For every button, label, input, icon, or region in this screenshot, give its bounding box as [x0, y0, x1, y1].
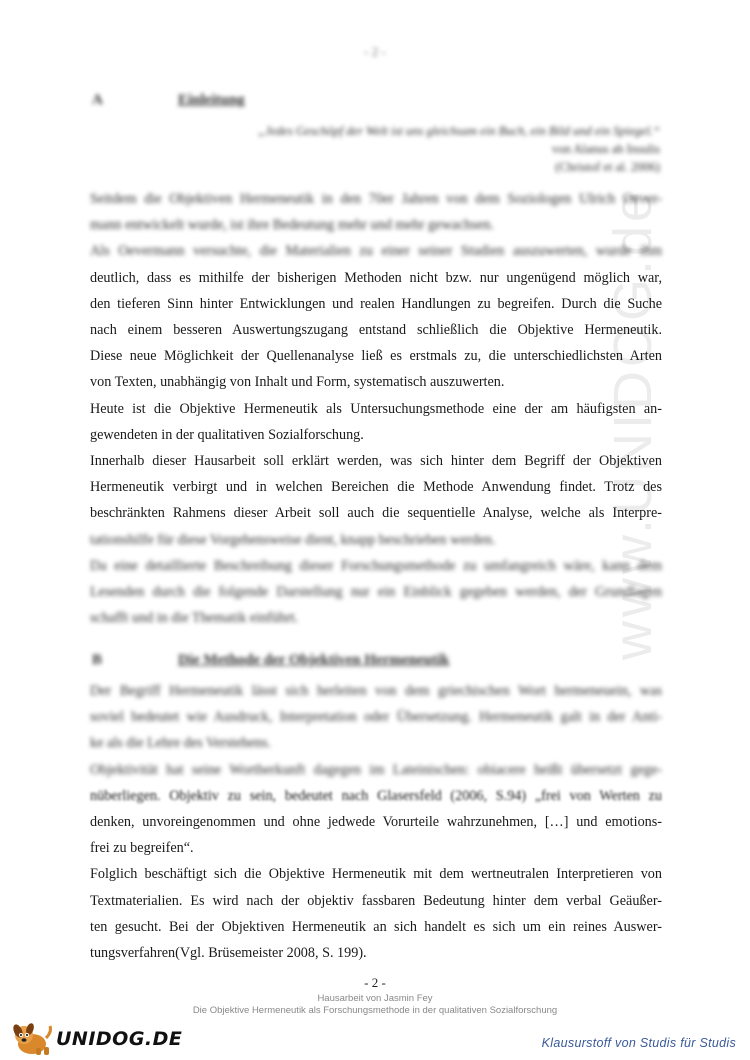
- text-line: tungsverfahren(Vgl. Brüsemeister 2008, S. 199).: [90, 945, 367, 962]
- paragraph: [90, 186, 662, 238]
- paragraph: [90, 678, 662, 757]
- paragraph: [90, 861, 662, 966]
- text-line: frei zu begreifen“.: [90, 840, 194, 857]
- text-line: gewendeten in der qualitativen Sozialforschung.: [90, 426, 364, 443]
- text-line: Innerhalb dieser Hausarbeit soll erklärt werden, was sich hinter dem Begriff der Objektiven: [90, 453, 662, 470]
- text-line: ke als die Lehre des Verstehens.: [90, 735, 271, 752]
- text-line: tationshilfe für diese Vorgehensweise dient, knapp beschrieben werden.: [90, 531, 496, 548]
- paragraph: [90, 448, 662, 553]
- section-b-title: Die Methode der Objektiven Hermeneutik: [178, 652, 450, 668]
- section-b-body: [90, 678, 662, 966]
- text-line: den tieferen Sinn hinter Entwicklungen und realen Handlungen zu begreifen. Durch die Suche: [90, 295, 662, 312]
- motto-citation: (Christof et al. 2006): [555, 160, 660, 174]
- logo-text: UNIDOG.DE: [56, 1028, 183, 1050]
- text-line: Da eine detaillierte Beschreibung dieser Forschungsmethode zu umfangreich wäre, kann dem: [90, 557, 662, 574]
- text-line: Textmaterialien. Es wird nach der objektiv fassbaren Bedeutung hinter dem verbal Geäußer-: [90, 892, 662, 909]
- text-line: ten gesucht. Bei der Objektiven Hermeneutik an sich handelt es sich um ein reines Auswer-: [90, 918, 662, 935]
- paragraph: [90, 757, 662, 862]
- footer-title: Die Objektive Hermeneutik als Forschungsmethode in der qualitativen Sozialforschung: [192, 1005, 558, 1016]
- text-line: beschränkten Rahmens dieser Arbeit soll auch die sequentielle Analyse, welche als Interpre-: [90, 505, 662, 522]
- text-line: Als Oevermann versuchte, die Materialien zu einer seiner Studien auszuwerten, wurde ihm: [90, 243, 662, 260]
- text-line: Folglich beschäftigt sich die Objektive Hermeneutik mit dem wertneutralen Interpretieren von: [90, 866, 662, 883]
- text-line: Seitdem die Objektiven Hermeneutik in den 70er Jahren von dem Soziologen Ulrich Oever-: [90, 191, 662, 207]
- text-line: denken, unvoreingenommen und ohne jedwede Vorurteile wahrzunehmen, […] und emotions-: [90, 814, 662, 831]
- text-line: Lesenden durch die folgende Darstellung nur ein Einblick gegeben werden, der Grundlagen: [90, 584, 662, 601]
- text-line: soviel bedeutet wie Ausdruck, Interpretation oder Übersetzung. Hermeneutik galt in der Anti-: [90, 709, 662, 726]
- motto-quote: „Jedes Geschöpf der Welt ist uns gleichsam ein Buch, ein Bild und ein Spiegel.“: [258, 124, 660, 138]
- footer-author: Hausarbeit von Jasmin Fey: [317, 993, 433, 1004]
- text-line: mann entwickelt wurde, ist ihre Bedeutung mehr und mehr gewachsen.: [90, 217, 494, 234]
- unidog-logo[interactable]: [10, 1022, 183, 1056]
- section-b-letter: B: [92, 652, 103, 668]
- text-line: von Texten, unabhängig von Inhalt und Form, systematisch auszuwerten.: [90, 374, 505, 391]
- section-a-body: [90, 186, 662, 631]
- motto-author: von Alanus ab Insulis: [552, 142, 660, 156]
- text-line: Der Begriff Hermeneutik lässt sich herleiten von dem griechischen Wort hermeneuein, was: [90, 683, 662, 699]
- top-page-number: - 2 -: [364, 44, 386, 59]
- text-line: Objektivität hat seine Wortherkunft dagegen im Lateinischen: obiacere heißt übersetzt gege-: [90, 761, 662, 778]
- slogan: Klausurstoff von Studis für Studis: [541, 1036, 736, 1050]
- section-a-letter: A: [92, 92, 103, 108]
- text-line: nüberliegen. Objektiv zu sein, bedeutet nach Glasersfeld (2006, S.94) „frei von Werten zu: [90, 787, 662, 804]
- text-line: deutlich, dass es mithilfe der bisherigen Methoden nicht bzw. nur ungenügend möglich war,: [90, 269, 662, 286]
- text-line: schafft und in die Thematik einführt.: [90, 610, 299, 627]
- text-line: Heute ist die Objektive Hermeneutik als Untersuchungsmethode eine der am häufigsten an-: [90, 400, 662, 417]
- motto: [258, 122, 660, 176]
- paragraph: [90, 238, 662, 395]
- section-a-title: Einleitung: [178, 92, 245, 108]
- watermark: www.UNIDOG.de: [603, 187, 663, 660]
- dog-mascot-icon: [10, 1022, 54, 1056]
- paragraph: [90, 553, 662, 632]
- text-line: nach einem besseren Auswertungszugang entstand schließlich die Objektive Hermeneutik.: [90, 322, 662, 339]
- text-line: Diese neue Möglichkeit der Quellenanalyse ließ es erstmals zu, die unterschiedlichsten Arten: [90, 348, 662, 365]
- paragraph: [90, 396, 662, 448]
- footer-page-number: - 2 -: [364, 975, 386, 990]
- text-line: Hermeneutik verbirgt und in welchen Bereichen die Methode Anwendung findet. Trotz des: [90, 479, 662, 496]
